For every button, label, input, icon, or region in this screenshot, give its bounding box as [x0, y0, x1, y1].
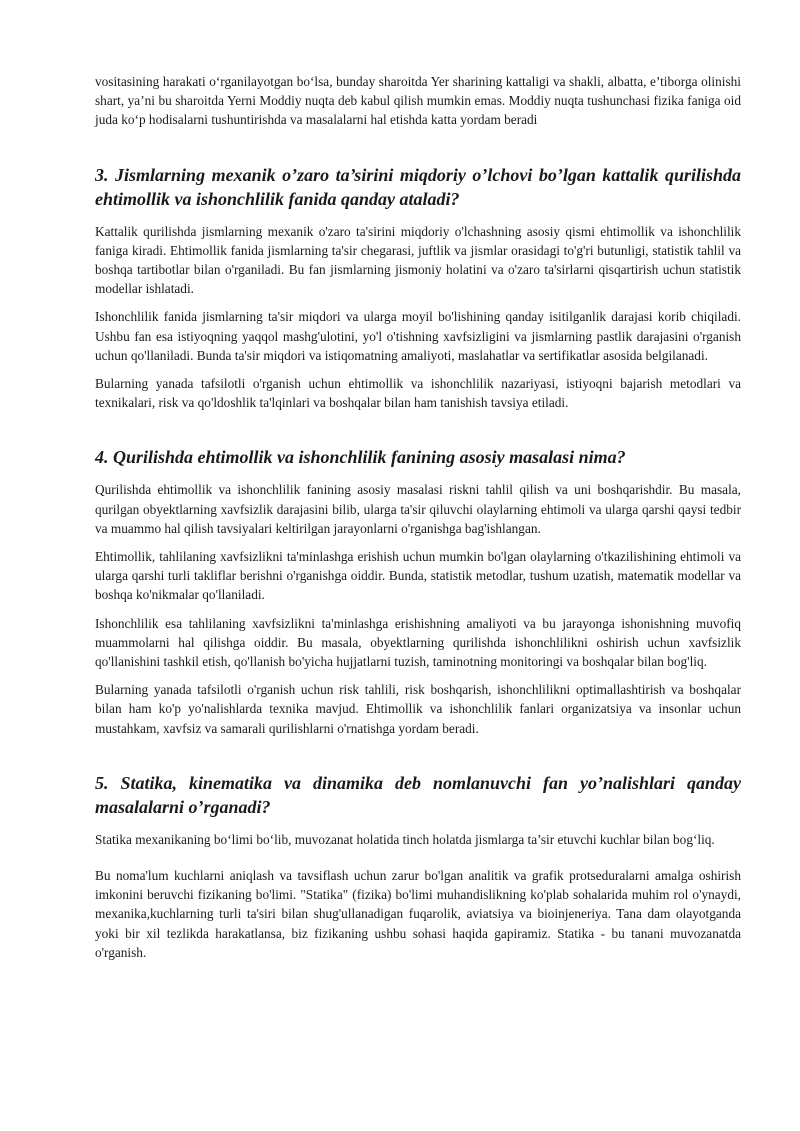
spacer	[95, 747, 741, 771]
section-4-paragraph-4: Bularning yanada tafsilotli o'rganish uchun risk tahlili, risk boshqarish, ishonchlilikni optimallashtirish va boshqalar bilan ham ko'p yo'nalishlarda texnika mavjud. Ehtimollik va ishonchlilik fanlari organizatsiya va insonlar uchun mustahkam, xavfsiz va samarali qurilishlarni o'rnatishga yordam beradi.	[95, 682, 741, 736]
section-3-paragraph-1: Kattalik qurilishda jismlarning mexanik o'zaro ta'sirini miqdoriy o'lchashning asosiy qismi ehtimollik va ishonchlilik faniga kiradi. Ehtimollik fanida jismlarning ta'sir chegarasi, juftlik va jismlar orasidagi to'g'ri butunligi, statistik tahlil va boshqa tartibotlar bilan o'rganiladi. Bu fan jismlarning jismoniy holatini va o'zaro ta'sirlarni qisqartirish uchun statistik modellar ishlatadi.	[95, 223, 741, 297]
document-page	[95, 72, 741, 971]
intro-paragraph: vositasining harakati o‘rganilayotgan bo‘lsa, bunday sharoitda Yer sharining kattaligi va shakli, albatta, e’tiborga olinishi shart, ya’ni bu sharoitda Yerni Moddiy nuqta deb kabul qilish mumkin emas. Moddiy nuqta tushunchasi fizika faniga oid juda ko‘p hodisalarni tushuntirishda va masalalarni hal etishda katta yordam beradi	[95, 74, 741, 128]
section-4-paragraph-1: Qurilishda ehtimollik va ishonchlilik fanining asosiy masalasi riskni tahlil qilish va uni boshqarishdir. Bu masala, qurilgan obyektlarning xavfsizlik darajasini bilib, ularga ta'sir qiluvchi olaylarning ehtimoli va ularga qarshi qaysi tedbir va muammo hal qilish tavsiyalari keltirilgan jarayonlarni o'rganishga bag'ishlangan.	[95, 482, 741, 536]
spacer	[95, 421, 741, 445]
section-4-heading: 4. Qurilishda ehtimollik va ishonchlilik fanining asosiy masalasi nima?	[95, 447, 626, 468]
section-5-paragraph-1: Statika mexanikaning bo‘limi bo‘lib, muvozanat holatida tinch holatda jismlarga ta’sir etuvchi kuchlar bilan bog‘liq.	[95, 831, 715, 847]
section-5-heading: 5. Statika, kinematika va dinamika deb nomlanuvchi fan yo’nalishlari qanday masalalarni o’rganadi?	[95, 772, 741, 817]
spacer	[95, 858, 741, 866]
section-3-paragraph-3: Bularning yanada tafsilotli o'rganish uchun ehtimollik va ishonchlilik nazariyasi, istiyoqni bajarish metodlari va texnikalari, risk va qo'ldoshlik ta'lqinlari va boshqalar bilan ham tanishish tavsiya etiladi.	[95, 376, 741, 411]
spacer	[95, 139, 741, 163]
section-3-heading: 3. Jismlarning mexanik o’zaro ta’sirini miqdoriy o’lchovi bo’lgan kattalik qurilishda ehtimollik va ishonchlilik fanida qanday ataladi?	[95, 164, 741, 209]
section-4-paragraph-2: Ehtimollik, tahlilaning xavfsizlikni ta'minlashga erishish uchun mumkin bo'lgan olaylarning o'tkazilishining ehtimoli va ularga qarshi turli takliflar berishni o'rganishga oiddir. Bunda, statistik metodlar, tushum uzatish, matematik modellar va boshqa ko'nikmalar qo'llaniladi.	[95, 549, 741, 603]
section-4-paragraph-3: Ishonchlilik esa tahlilaning xavfsizlikni ta'minlashga erishishning amaliyoti va bu jarayonga ishonishning muvofiq muammolarni hal qilishga oiddir. Bu masala, obyektlarning qurilishda ishonchlilikni oshirish uchun xavfsizlik qo'llanishini tashkil etish, qo'llanish bo'yicha hujjatlarni tuzish, taminotning monitoringi va boshqalar bilan bog'liq.	[95, 615, 741, 670]
section-5-paragraph-2: Bu noma'lum kuchlarni aniqlash va tavsiflash uchun zarur bo'lgan analitik va grafik protseduralarni amalga oshirish imkonini beruvchi fizikaning bo'limi. "Statika" (fizika) bo'limi muhandislikning ko'plab sohalarida muhim rol o'ynaydi, mexanika,kuchlarning turli ta'siri bilan shug'ullanadigan fuqarolik, aviatsiya va bioinjeneriya. Tana dam olayotganda yoki bir xil tezlikda harakatlansa, biz fizikaning ushbu sohasi haqida gapiramiz. Statika - bu tanani muvozanatda o'rganish.	[95, 868, 741, 960]
section-3-paragraph-2: Ishonchlilik fanida jismlarning ta'sir miqdori va ularga moyil bo'lishining qanday isitilganlik darajasi korib chiqiladi. Ushbu fan esa istiyoqning yaqqol mashg'ulotini, yo'l o'tishning xavfsizligini va jismlarning pastlik darajasini o'rganish uchun qo'llaniladi. Bunda ta'sir miqdori va istiqomatning amaliyoti, maslahatlar va sertifikatlar asosida belgilanadi.	[95, 309, 741, 363]
